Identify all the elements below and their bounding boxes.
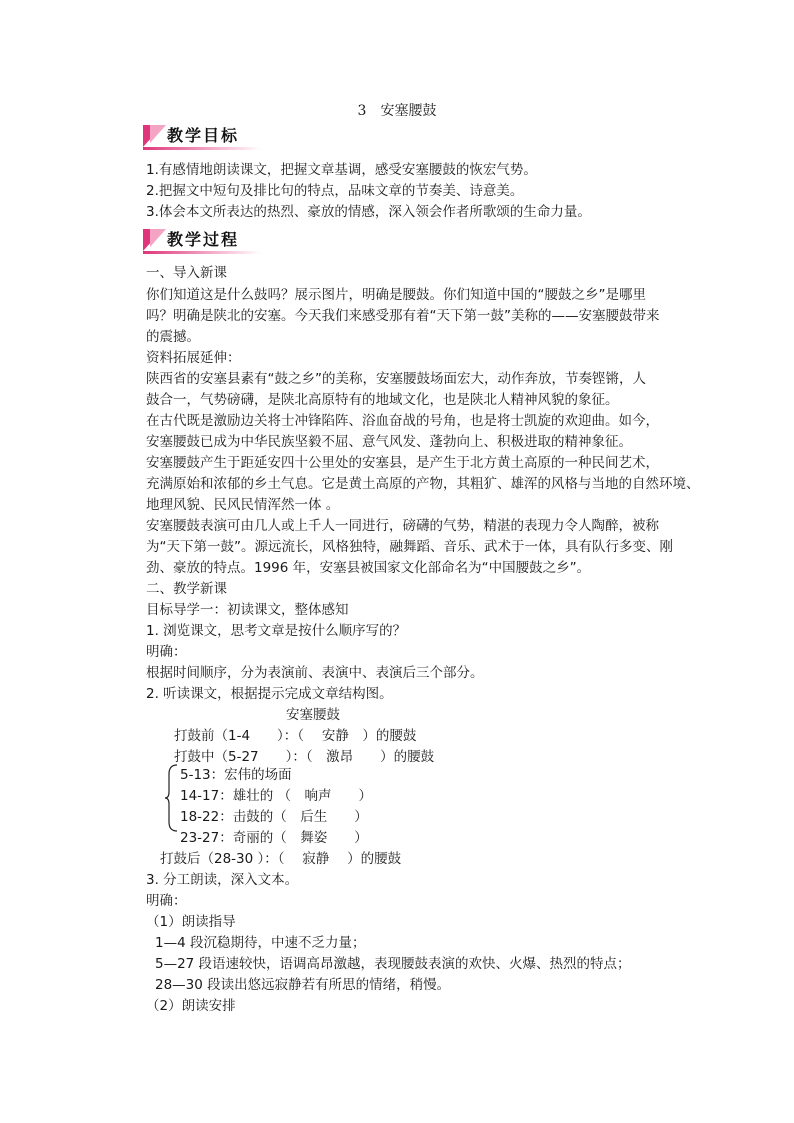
answer-line: 5—27 段语速较快，语调高昂激越，表现腰鼓表演的欢快、火爆、热烈的特点； <box>155 956 631 972</box>
banner-underline <box>143 147 261 150</box>
answer-label: 明确： <box>146 644 187 660</box>
question-line: 2. 听读课文，根据提示完成文章结构图。 <box>146 686 393 702</box>
banner-triangle-light-icon <box>150 229 166 247</box>
paragraph-line: 吗？明确是陕北的安塞。今天我们来感受那有着“天下第一鼓”美称的——安塞腰鼓带来 <box>146 308 660 324</box>
paragraph-line: 鼓合一，气势磅礴，是陕北高原特有的地域文化，也是陕北人精神风貌的象征。 <box>146 392 619 408</box>
goals-heading: 教学目标 <box>167 126 240 145</box>
page-title: 3 安塞腰鼓 <box>357 103 437 119</box>
answer-line: 1—4 段沉稳期待，中速不乏力量； <box>155 935 366 951</box>
diagram-sub-item: 23-27：奇丽的（ 舞姿 ） <box>180 830 368 846</box>
goal-item: 3.体会本文所表达的热烈、豪放的情感，深入领会作者所歌颂的生命力量。 <box>146 204 591 220</box>
goals-banner <box>143 125 261 153</box>
paragraph-line: 的震撼。 <box>146 329 200 345</box>
goal-item: 1.有感情地朗读课文，把握文章基调，感受安塞腰鼓的恢宏气势。 <box>146 162 537 178</box>
section-heading: 二、教学新课 <box>146 581 227 597</box>
paragraph-line: 安塞腰鼓已成为中华民族坚毅不屈、意气风发、蓬勃向上、积极进取的精神象征。 <box>146 434 632 450</box>
paragraph-line: 陕西省的安塞县素有“鼓之乡”的美称，安塞腰鼓场面宏大，动作奔放，节奏铿锵，人 <box>146 371 646 387</box>
banner-triangle-light-icon <box>150 125 166 143</box>
process-heading: 教学过程 <box>167 230 240 249</box>
paragraph-line: 资料拓展延伸： <box>146 350 241 366</box>
subheading: （1）朗读指导 <box>146 914 236 930</box>
question-line: 3. 分工朗读，深入文本。 <box>146 872 299 888</box>
diagram-before: 打鼓前（1-4 ）：（ 安静 ）的腰鼓 <box>174 728 417 744</box>
paragraph-line: 地理风貌、民风民情浑然一体 。 <box>146 497 340 513</box>
goal-item: 2.把握文中短句及排比句的特点，品味文章的节奏美、诗意美。 <box>146 183 524 199</box>
question-line: 1. 浏览课文，思考文章是按什么顺序写的？ <box>146 623 407 639</box>
paragraph-line: 为“天下第一鼓”。源远流长，风格独特，融舞蹈、音乐、武术于一体，具有队行多变、刚 <box>146 539 673 555</box>
banner-underline <box>143 251 261 254</box>
answer-label: 明确： <box>146 893 187 909</box>
paragraph-line: 安塞腰鼓产生于距延安四十公里处的安塞县，是产生于北方黄土高原的一种民间艺术， <box>146 455 659 471</box>
diagram-title: 安塞腰鼓 <box>286 707 340 723</box>
paragraph-line: 充满原始和浓郁的乡土气息。它是黄土高原的产物，其粗犷、雄浑的风格与当地的自然环境、 <box>146 476 700 492</box>
subheading: 目标导学一：初读课文，整体感知 <box>146 602 349 618</box>
subheading: （2）朗读安排 <box>146 998 236 1014</box>
process-banner <box>143 229 261 257</box>
paragraph-line: 安塞腰鼓表演可由几人或上千人一同进行，磅礴的气势，精湛的表现力令人陶醉，被称 <box>146 518 659 534</box>
section-heading: 一、导入新课 <box>146 265 227 281</box>
paragraph-line: 劲、豪放的特点。1996 年，安塞县被国家文化部命名为“中国腰鼓之乡”。 <box>146 560 591 576</box>
paragraph-line: 在古代既是激励边关将士冲锋陷阵、浴血奋战的号角，也是将士凯旋的欢迎曲。如今， <box>146 413 659 429</box>
brace-icon <box>164 764 178 832</box>
diagram-sub-item: 14-17：雄壮的 （ 响声 ） <box>180 788 373 804</box>
answer-line: 根据时间顺序，分为表演前、表演中、表演后三个部分。 <box>146 665 484 681</box>
paragraph-line: 你们知道这是什么鼓吗？展示图片，明确是腰鼓。你们知道中国的“腰鼓之乡”是哪里 <box>146 287 646 303</box>
diagram-during: 打鼓中（5-27 ）：（ 激昂 ）的腰鼓 <box>174 749 435 765</box>
answer-line: 28—30 段读出悠远寂静若有所思的情绪，稍慢。 <box>155 977 451 993</box>
diagram-after: 打鼓后（28-30 ）：（ 寂静 ）的腰鼓 <box>160 851 402 867</box>
diagram-sub-item: 18-22：击鼓的（ 后生 ） <box>180 809 368 825</box>
diagram-sub-item: 5-13：宏伟的场面 <box>180 767 292 783</box>
